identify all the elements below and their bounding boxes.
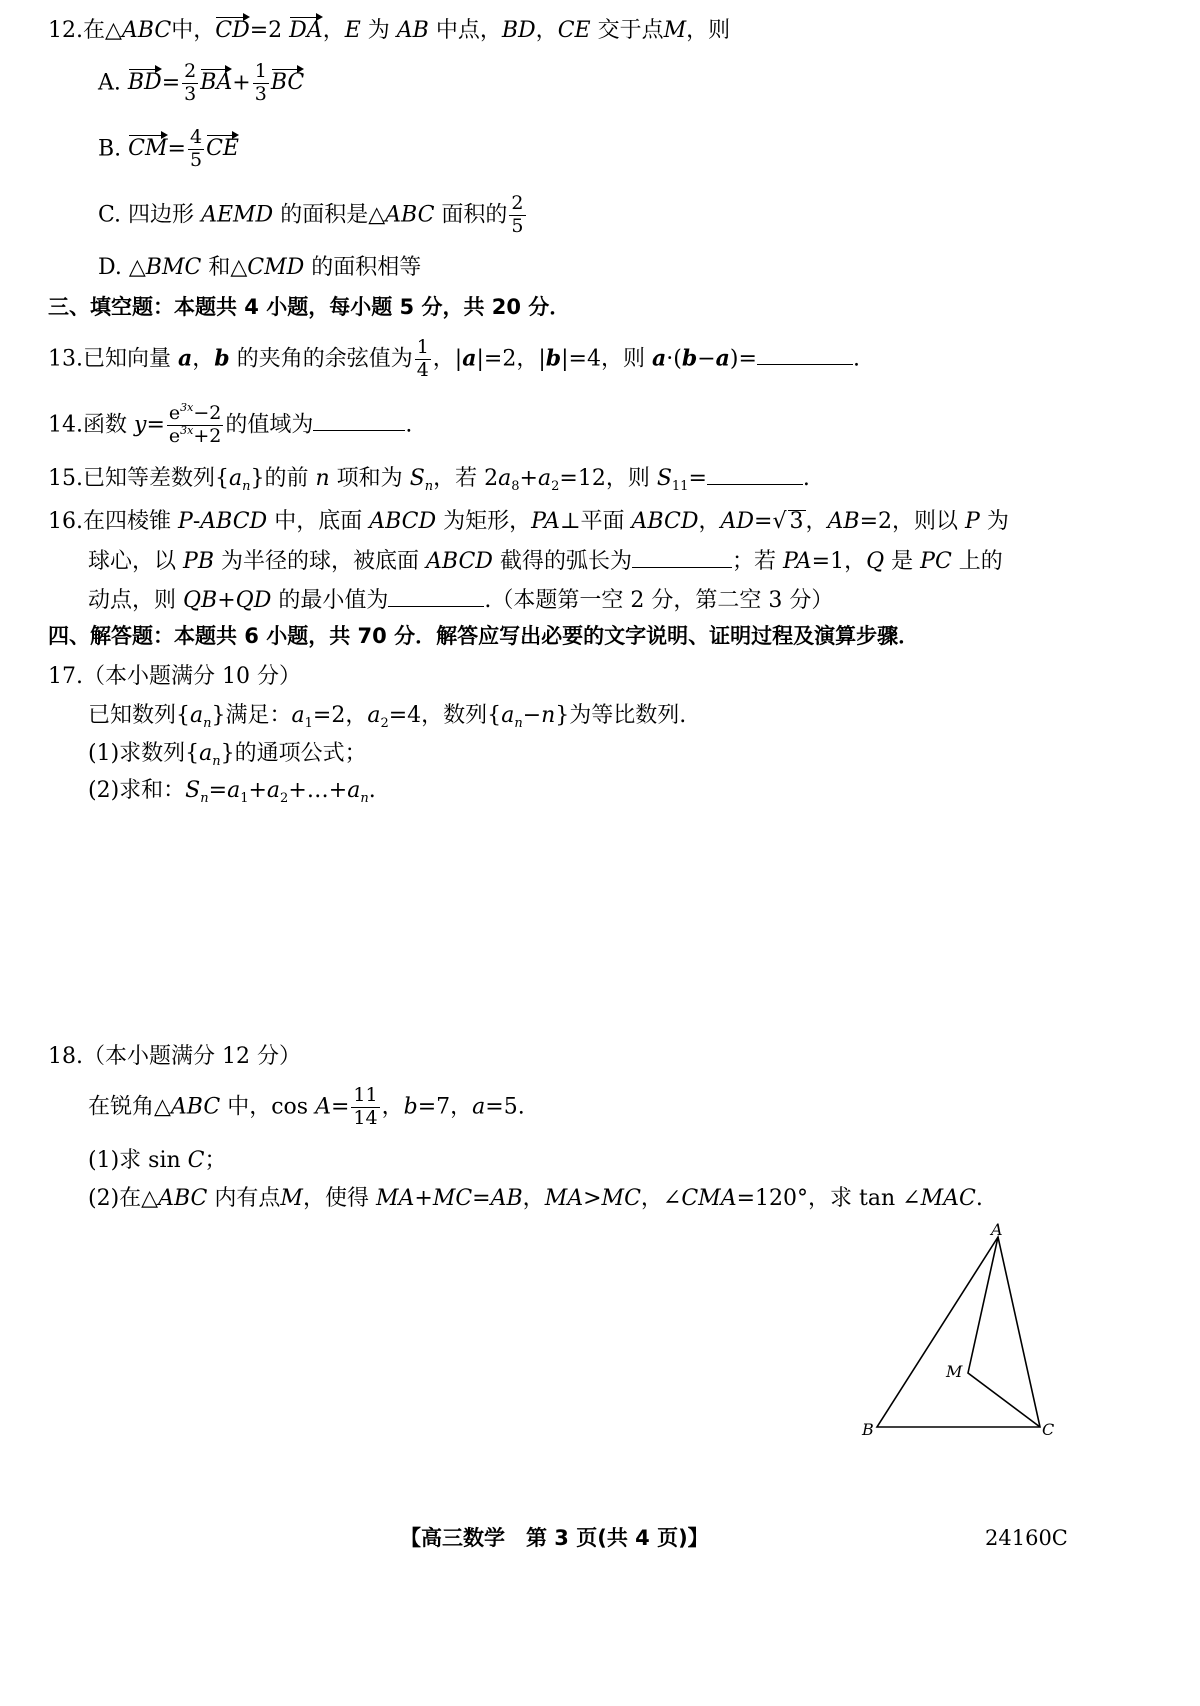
q15: 15.已知等差数列$\{a_n\}$的前 n 项和为 $S_n$，若 $2a_8+a_2=12$，则 $S_{11}=$ . — [48, 466, 810, 494]
q16-line-1: 16.在四棱锥 P-ABCD 中，底面 ABCD 为矩形，PA⊥平面 ABCD，AD=√ 3，AB=2，则以 P 为 — [48, 509, 1009, 534]
q12-option-b: B. CM= $\frac{4}{5}$ CE — [98, 126, 239, 171]
label-m: M — [946, 1362, 963, 1381]
page-footer: 【高三数学 第 3 页(共 4 页)】 — [400, 1526, 709, 1550]
q18-line-2: (1)求 sin C； — [88, 1148, 227, 1173]
label-a: A — [991, 1220, 1003, 1239]
q16-line-3: 动点，则 QB+QD 的最小值为 .（本题第一空 2 分，第二空 3 分） — [88, 588, 834, 613]
answer-blank — [632, 549, 732, 568]
fraction: $\frac{2}{5}$ — [511, 192, 524, 237]
q17-line-1: 已知数列$\{a_n\}$满足：$a_1=2$，$a_2=4$，数列$\{a_n-n\}$为等比数列. — [88, 703, 687, 731]
label-b: B — [862, 1420, 874, 1439]
label-c: C — [1042, 1420, 1055, 1439]
fraction: $\frac{1}{4}$ — [416, 336, 429, 381]
q17-line-2: (1)求数列$\{a_n\}$的通项公式； — [88, 741, 367, 769]
fraction: $\frac{1}{3}$ — [254, 60, 267, 105]
q18-line-3: (2)在△ABC 内有点M，使得 MA+MC=AB，MA>MC，∠CMA=120°，求 tan ∠MAC. — [88, 1186, 983, 1211]
fraction: $\frac{11}{14}$ — [353, 1084, 378, 1129]
q12-option-c: C. 四边形 AEMD 的面积是△ABC 面积的 $\frac{2}{5}$ — [98, 192, 524, 237]
paper-code: 24160C — [985, 1526, 1068, 1550]
q13: 13.已知向量 a，b 的夹角的余弦值为 $\frac{1}{4}$ ，|a|=2，|b|=4，则 a·(b−a)= . — [48, 336, 860, 381]
section-fill-in-header: 三、填空题：本题共 4 小题，每小题 5 分，共 20 分． — [48, 295, 571, 319]
q14: 14.函数 y= $\frac{e^{3x}-2}{e^{3x}+2}$ 的值域为 . — [48, 401, 413, 447]
section-solve-header: 四、解答题：本题共 6 小题，共 70 分．解答应写出必要的文字说明、证明过程及演算步骤． — [48, 624, 920, 648]
q12-stem: 12.在△ABC中，CD=2 DA，E 为 AB 中点，BD，CE 交于点M，则 — [48, 18, 731, 43]
answer-blank — [313, 412, 405, 431]
answer-blank — [388, 588, 484, 607]
q18-line-1: 在锐角△ABC 中，cos A= $\frac{11}{14}$ ，b=7，a=5. — [88, 1084, 525, 1129]
q17-line-3: (2)求和：$S_n=a_1+a_2+\dots+a_n$. — [88, 778, 376, 806]
q12-option-a: A. BD= $\frac{2}{3}$ BA+ $\frac{1}{3}$ BC — [98, 60, 305, 105]
fraction: $\frac{e^{3x}-2}{e^{3x}+2}$ — [168, 401, 222, 447]
triangle-figure — [850, 1215, 1070, 1445]
answer-blank — [707, 466, 803, 485]
q17-header: 17.（本小题满分 10 分） — [48, 664, 301, 689]
fraction: $\frac{4}{5}$ — [189, 126, 203, 171]
q18-header: 18.（本小题满分 12 分） — [48, 1044, 301, 1069]
triangle-abc — [877, 1237, 1040, 1427]
answer-blank — [757, 346, 853, 365]
q12-option-d: D. △BMC 和△CMD 的面积相等 — [98, 255, 422, 280]
q16-line-2: 球心，以 PB 为半径的球，被底面 ABCD 截得的弧长为 ；若 PA=1，Q 是 PC 上的 — [88, 549, 1003, 574]
fraction: $\frac{2}{3}$ — [184, 60, 197, 105]
